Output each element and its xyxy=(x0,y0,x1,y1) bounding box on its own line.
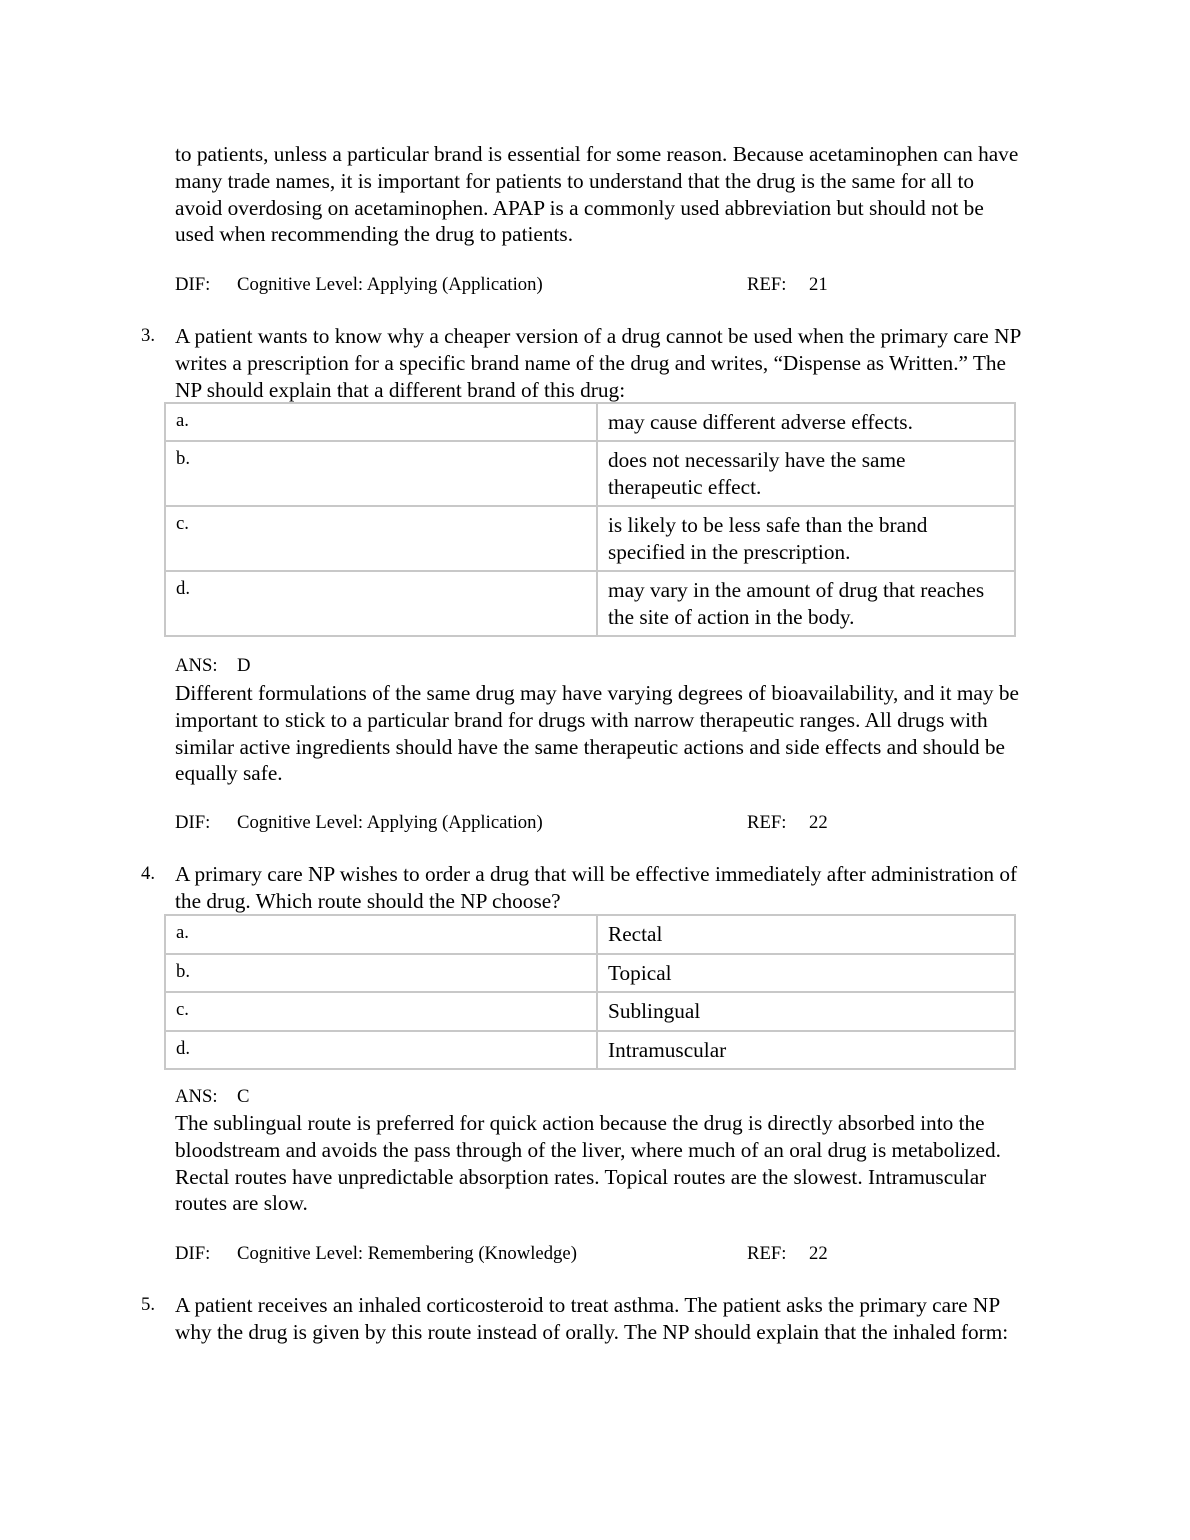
question-stem: A primary care NP wishes to order a drug that will be effective immediately after administration of the drug. Which route should the NP choose? xyxy=(175,862,1018,913)
option-text: Rectal xyxy=(597,915,1015,954)
question-number: 4. xyxy=(141,863,156,884)
ref-label: REF: xyxy=(747,812,787,833)
option-row[interactable] xyxy=(165,403,1015,441)
reference xyxy=(747,274,828,296)
option-letter: d. xyxy=(165,1031,597,1070)
difficulty-meta xyxy=(175,812,828,834)
ans-label: ANS: xyxy=(175,1086,218,1107)
answer-line xyxy=(175,655,251,677)
ref-value: 21 xyxy=(809,274,828,295)
answer-value: C xyxy=(237,1086,250,1107)
option-text: may vary in the amount of drug that reaches the site of action in the body. xyxy=(597,571,1015,636)
dif-label: DIF: xyxy=(175,274,211,295)
difficulty-meta xyxy=(175,1243,828,1265)
ref-label: REF: xyxy=(747,274,787,295)
option-row[interactable] xyxy=(165,571,1015,636)
answer-line xyxy=(175,1086,249,1108)
dif-label: DIF: xyxy=(175,1243,211,1264)
option-text: Sublingual xyxy=(597,992,1015,1031)
option-letter: c. xyxy=(165,992,597,1031)
ref-value: 22 xyxy=(809,812,828,833)
ans-label: ANS: xyxy=(175,655,218,676)
option-text: Topical xyxy=(597,954,1015,993)
dif-label: DIF: xyxy=(175,812,211,833)
ref-label: REF: xyxy=(747,1243,787,1264)
option-letter: d. xyxy=(165,571,597,636)
reference xyxy=(747,1243,828,1265)
answer-value: D xyxy=(237,655,251,676)
difficulty-meta xyxy=(175,274,828,296)
option-letter: a. xyxy=(165,403,597,441)
option-text: may cause different adverse effects. xyxy=(597,403,1015,441)
option-text: does not necessarily have the same therapeutic effect. xyxy=(597,441,1015,506)
option-letter: c. xyxy=(165,506,597,571)
option-row[interactable] xyxy=(165,506,1015,571)
dif-value: Cognitive Level: Applying (Application) xyxy=(237,812,543,833)
option-row[interactable] xyxy=(165,954,1015,993)
rationale: Different formulations of the same drug may have varying degrees of bioavailability, and it may be important to stick to a particular brand for drugs with narrow therapeutic ranges. All drugs with similar active ingredients should have the same therapeutic actions and side effects and should be equally safe. xyxy=(175,681,1019,786)
ref-value: 22 xyxy=(809,1243,828,1264)
option-letter: b. xyxy=(165,441,597,506)
option-row[interactable] xyxy=(165,1031,1015,1070)
rationale: The sublingual route is preferred for quick action because the drug is directly absorbed into the bloodstream and avoids the pass through of the liver, where much of an oral drug is metabolized. Rectal routes have unpredictable absorption rates. Topical routes are the slowest. Intramuscular routes are slow. xyxy=(175,1111,1001,1216)
dif-value: Cognitive Level: Applying (Application) xyxy=(237,274,543,295)
rationale-continuation: to patients, unless a particular brand is essential for some reason. Because acetaminophen can have many trade names, it is important for patients to understand that the drug is the same for all to avoid overdosing on acetaminophen. APAP is a commonly used abbreviation but should not be used when recommending the drug to patients. xyxy=(175,142,1019,247)
reference xyxy=(747,812,828,834)
option-row[interactable] xyxy=(165,441,1015,506)
option-letter: a. xyxy=(165,915,597,954)
option-row[interactable] xyxy=(165,915,1015,954)
options-table xyxy=(164,402,1016,637)
question-number: 5. xyxy=(141,1294,156,1315)
option-row[interactable] xyxy=(165,992,1015,1031)
option-text: is likely to be less safe than the brand specified in the prescription. xyxy=(597,506,1015,571)
options-table xyxy=(164,914,1016,1070)
question-number: 3. xyxy=(141,325,156,346)
option-text: Intramuscular xyxy=(597,1031,1015,1070)
option-letter: b. xyxy=(165,954,597,993)
question-stem: A patient receives an inhaled corticosteroid to treat asthma. The patient asks the primary care NP why the drug is given by this route instead of orally. The NP should explain that the inhaled form: xyxy=(175,1293,1009,1344)
question-stem: A patient wants to know why a cheaper version of a drug cannot be used when the primary care NP writes a prescription for a specific brand name of the drug and writes, “Dispense as Written.” The NP should explain that a different brand of this drug: xyxy=(175,324,1021,402)
dif-value: Cognitive Level: Remembering (Knowledge) xyxy=(237,1243,577,1264)
